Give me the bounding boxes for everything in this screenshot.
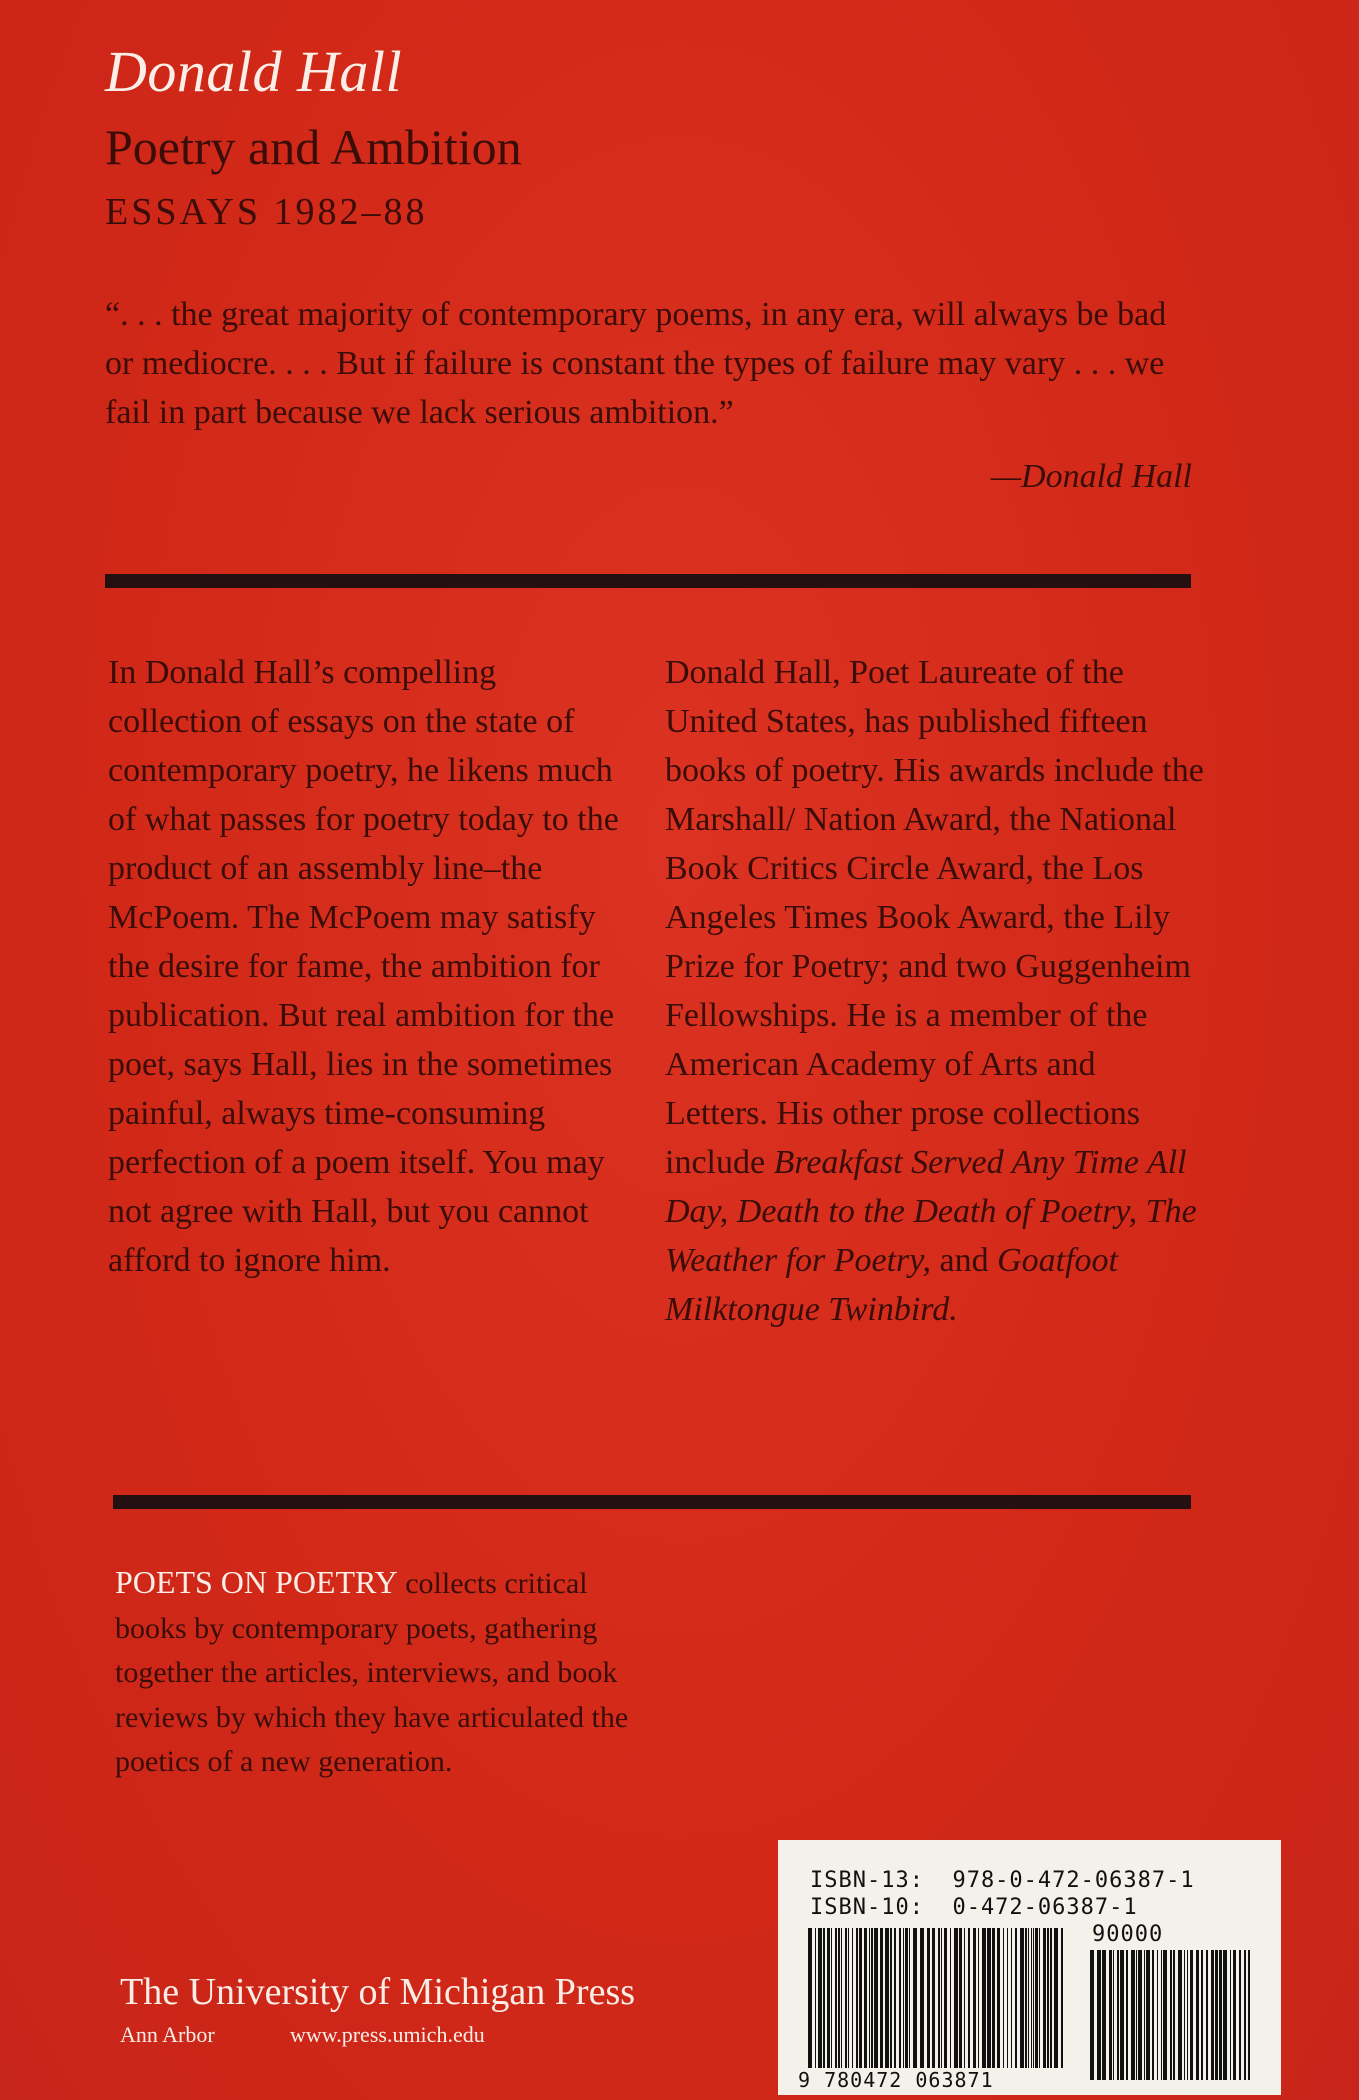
barcode-bar [1020,1928,1024,2068]
barcode-bar [1187,1950,1188,2080]
barcode-bar [1131,1950,1135,2080]
author-bio-text: Donald Hall, Poet Laureate of the United States, has published fifteen books of poetry. His awards include the Marshall/ Nation Award, the National Book Critics Circle Award, the Los Angeles Times Book Award, the Lily Prize for Poetry; and two Guggenheim Fellowships. He is a member of the American Academy of Arts and Letters. His other prose collections include [665,654,1204,1181]
series-name: POETS ON POETRY [115,1564,398,1600]
book-title-breakfast: Breakfast Served Any Time All Day, [665,1144,1187,1230]
isbn-10: ISBN-10: 0-472-06387-1 [810,1895,1138,1920]
barcode-bar [1028,1928,1029,2068]
barcode-bar [1097,1950,1101,2080]
barcode-bar [913,1928,917,2068]
barcode-digits: 9 780472 063871 [798,2068,994,2092]
book-title-death: Death to the Death of Poetry, [736,1193,1138,1230]
barcode-bar [1050,1928,1052,2068]
divider-top [105,574,1191,588]
barcode-bar [808,1928,812,2068]
barcode-bar [905,1928,908,2068]
barcode-bar [827,1928,830,2068]
barcode-bar [815,1928,816,2068]
barcode-bar [932,1928,935,2068]
barcode-bar [1230,1950,1231,2080]
barcode-bar [823,1928,825,2068]
barcode-bar [1173,1950,1175,2080]
barcode-label [778,1840,1281,2095]
barcode-bar [1163,1950,1167,2080]
barcode-bar [885,1928,889,2068]
barcode-bar [1219,1950,1222,2080]
barcode-bar [890,1928,892,2068]
pull-quote: “. . . the great majority of contemporary poems, in any era, will always be bad or mediocre. . . . But if failure is constant the types of failure may vary . . . we fail in part because we lack serious ambition.” [105,296,1167,431]
barcode-bar [982,1928,986,2068]
barcode-bar [938,1928,940,2068]
book-title-goatfoot: Goatfoot Milktongue Twinbird. [665,1242,1118,1328]
barcode-bar [869,1928,870,2068]
barcode-bar [1007,1928,1008,2068]
barcode-bar [1233,1950,1236,2080]
barcode-bar [1003,1928,1004,2068]
barcode-bar [899,1928,901,2068]
divider-bottom [113,1495,1191,1509]
publisher-url: www.press.umich.edu [290,2022,485,2047]
barcode-bar [845,1928,847,2068]
barcode-bar [909,1928,910,2068]
barcode-bar [880,1928,883,2068]
barcode-bar [1157,1950,1158,2080]
barcode-bar [950,1928,951,2068]
barcode-bar [841,1928,842,2068]
publisher-city: Ann Arbor [120,2022,215,2047]
book-subtitle: ESSAYS 1982–88 [105,191,428,233]
barcode-bar [1239,1950,1241,2080]
barcode-bar [848,1928,849,2068]
barcode-bar [1211,1950,1214,2080]
barcode-bar [1215,1950,1218,2080]
barcode-bar [1039,1928,1040,2068]
barcode-bar [1113,1950,1114,2080]
barcode-bar [954,1928,958,2068]
publisher-name: The University of Michigan Press [120,1971,636,2013]
barcode-bar [1025,1928,1027,2068]
isbn-13: ISBN-13: 978-0-472-06387-1 [810,1868,1195,1893]
barcode-bar [1136,1950,1137,2080]
barcode-bar [987,1928,991,2068]
barcode-bar [818,1928,822,2068]
barcode-bar [1120,1950,1124,2080]
barcode-bar [1152,1950,1154,2080]
barcode-bar [941,1928,942,2068]
quote-attribution: —Donald Hall [990,458,1192,495]
barcode-bar [1196,1950,1199,2080]
barcode-bar [1109,1950,1112,2080]
barcode-bar [1033,1928,1034,2068]
barcode-bar [1244,1950,1246,2080]
barcode-bar [1161,1950,1162,2080]
barcode-bar [992,1928,995,2068]
book-title: Poetry and Ambition [105,119,522,175]
barcode-bar [997,1928,1000,2068]
barcode-bar [1126,1950,1128,2080]
barcode-bar [831,1928,832,2068]
barcode-bar [903,1928,904,2068]
barcode-bar [964,1928,965,2068]
barcode-bar [1206,1950,1208,2080]
barcode-bar [838,1928,840,2068]
barcode-bar [1043,1928,1046,2068]
barcode-bar [1035,1928,1038,2068]
barcode-bar [1146,1950,1150,2080]
barcode-bar [1178,1950,1182,2080]
author-bio [665,648,1205,1334]
barcode-bar [1248,1950,1250,2080]
barcode-bar [968,1928,970,2068]
barcode-bar [1201,1950,1203,2080]
conjunction-and: and [939,1242,989,1279]
barcode-bar [1061,1928,1063,2068]
series-blurb [115,1560,655,1785]
barcode-bar [1184,1950,1185,2080]
barcode-bar [864,1928,867,2068]
barcode-addon-bars [1090,1950,1250,2080]
barcode-bar [1054,1928,1058,2068]
barcode-bar [927,1928,930,2068]
book-title-weather: The Weather for Poetry, [665,1193,1197,1279]
barcode-bar [856,1928,858,2068]
barcode-bar [1090,1950,1094,2080]
book-description: In Donald Hall’s compelling collection of essays on the state of contemporary poetry, he likens much of what passes for poetry today to the product of an assembly line–the McPoem. The McPoem may satisfy the desire for fame, the ambition for publication. But real ambition for the poet, says Hall, lies in the sometimes painful, always time-consuming perfection of a poem itself. You may not agree with Hall, but you cannot afford to ignore him. [108,654,619,1279]
barcode-bar [959,1928,962,2068]
barcode-bar [871,1928,873,2068]
barcode-bar [1102,1950,1106,2080]
barcode-bar [920,1928,924,2068]
barcode-bar [973,1928,976,2068]
barcode-bar [1047,1928,1049,2068]
barcode-bar [1190,1950,1193,2080]
series-description: collects critical books by contemporary poets, gathering together the articles, interviews, and book reviews by which they have articulated the poetics of a new generation. [115,1567,629,1778]
barcode-bar [1031,1928,1032,2068]
barcode-bar [1011,1928,1012,2068]
barcode-bar [1144,1950,1145,2080]
barcode-bar [1170,1950,1172,2080]
barcode-bar [944,1928,947,2068]
barcode-bar [978,1928,979,2068]
barcode-bar [1223,1950,1227,2080]
barcode-bar [852,1928,853,2068]
barcode-bar [835,1928,837,2068]
author-name: Donald Hall [105,39,403,104]
price-code: 90000 [1092,1922,1164,1947]
barcode-bar [1015,1928,1017,2068]
barcode-bar [874,1928,878,2068]
barcode-bar [894,1928,896,2068]
barcode-bar [1138,1950,1142,2080]
barcode-main-bars [808,1928,1063,2068]
barcode-bar [1117,1950,1119,2080]
barcode-bar [859,1928,862,2068]
